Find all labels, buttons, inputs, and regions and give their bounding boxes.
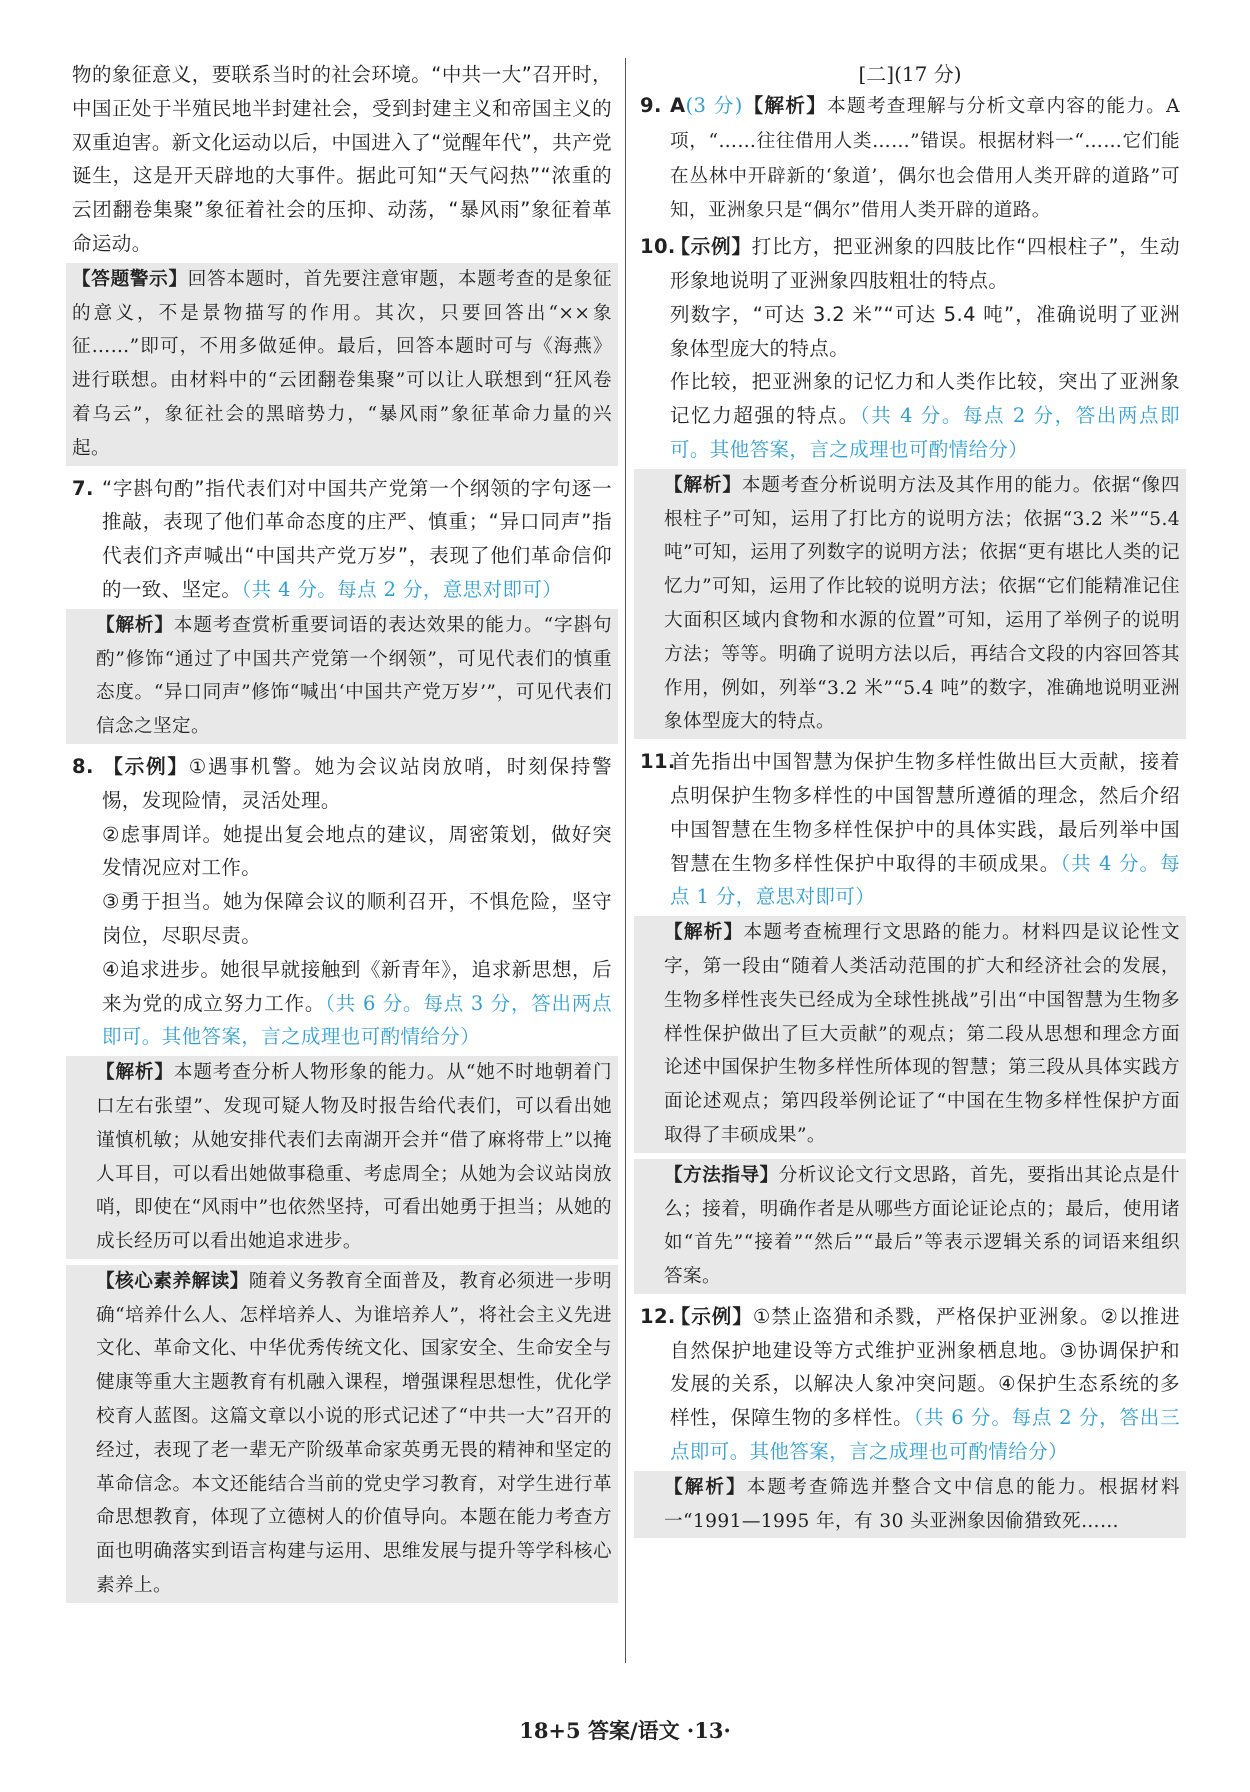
- question-10-analysis: [634, 469, 1186, 739]
- analysis-tag: 【解析】: [664, 474, 742, 496]
- left-column: [72, 58, 612, 1609]
- analysis-tag: 【解析】: [96, 614, 174, 636]
- question-7-number: 7.: [72, 476, 94, 500]
- question-11-answer: 首先指出中国智慧为保护生物多样性做出巨大贡献，接着点明保护生物多样性的中国智慧所遵循的理念，然后介绍中国智慧在生物多样性保护中的具体实践，最后列举中国智慧在生物多样性保护中取得的丰硕成果。: [670, 750, 1180, 875]
- question-12-answer: ①禁止盗猎和杀戮，严格保护亚洲象。②以推进自然保护地建设等方式维护亚洲象栖息地。③协调保护和发展的关系，以解决人象冲突问题。④保护生态系统的多样性，保障生物的多样性。: [670, 1304, 1180, 1430]
- core-literacy-text: 随着义务教育全面普及，教育必须进一步明确“培养什么人、怎样培养人、为谁培养人”，将社会主义先进文化、革命文化、中华优秀传统文化、国家安全、生命安全与健康等重大主题教育有机融入课程，增强课程思想性，优化学校育人蓝图。这篇文章以小说的形式记述了“中共一大”召开的经过，表现了老一辈无产阶级革命家英勇无畏的精神和坚定的革命信念。本文还能结合当前的党史学习教育，对学生进行革命思想教育，体现了立德树人的价值导向。本题在能力考查方面也明确落实到语言构建与运用、思维发展与提升等学科核心素养上。: [96, 1270, 612, 1597]
- analysis-text: 本题考查筛选并整合文中信息的能力。根据材料一“1991—1995 年，有 30 头亚洲象因偷猎致死……: [664, 1476, 1180, 1532]
- core-literacy-box: [66, 1265, 618, 1603]
- question-9-answer: A: [670, 94, 686, 117]
- analysis-tag: 【解析】: [96, 1062, 174, 1084]
- analysis-text: 本题考查赏析重要词语的表达效果的能力。“字斟句酌”修饰“通过了中国共产党第一个纲领”，可见代表们的慎重态度。“异口同声”修饰“喊出‘中国共产党万岁’”，可见代表们信念之坚定。: [96, 614, 612, 738]
- question-8-number: 8.: [72, 754, 94, 778]
- analysis-tag: 【解析】: [664, 922, 744, 944]
- answer-warning-text: 回答本题时，首先要注意审题，本题考查的是象征的意义，不是景物描写的作用。其次，只要回答出“××象征……”即可，不用多做延伸。最后，回答本题时可与《海燕》进行联想。由材料中的“云团翻卷集聚”可以让人联想到“狂风卷着乌云”，象征社会的黑暗势力，“暴风雨”象征革命力量的兴起。: [72, 268, 612, 459]
- question-9-score: (3 分): [685, 94, 743, 117]
- analysis-text: 本题考查梳理行文思路的能力。材料四是议论性文字，第一段由“随着人类活动范围的扩大和经济社会的发展，生物多样性丧失已经成为全球性挑战”引出“中国智慧为生物多样性保护做出了巨大贡献”的观点；第二段从思想和理念方面论述中国保护生物多样性所体现的智慧；第三段从具体实践方面论述观点；第四段举例论证了“中国在生物多样性保护方面取得了丰硕成果”。: [664, 922, 1180, 1146]
- question-8-point-4: ④追求进步。她很早就接触到《新青年》，追求新思想，后来为党的成立努力工作。: [102, 957, 612, 1015]
- right-column: [640, 58, 1180, 1544]
- question-11-analysis: [634, 916, 1186, 1153]
- question-8-point-3: ③勇于担当。她为保障会议的顺利召开，不惧危险，坚守岗位，尽职尽责。: [102, 890, 612, 947]
- question-10-point-3: 作比较，把亚洲象的记忆力和人类作比较，突出了亚洲象记忆力超强的特点。: [670, 370, 1180, 428]
- method-guide-tag: 【方法指导】: [664, 1164, 779, 1186]
- analysis-text: 本题考查分析人物形象的能力。从“她不时地朝着门口左右张望”、发现可疑人物及时报告给代表们，可以看出她谨慎机敏；从她安排代表们去南湖开会并“借了麻将带上”以掩人耳目，可以看出她做事稳重、考虑周全；从她为会议站岗放哨，即使在“风雨中”也依然坚持，可看出她勇于担当；从她的成长经历可以看出她追求进步。: [96, 1062, 612, 1253]
- question-11-score: （共 4 分。每点 1 分，意思对即可）: [670, 851, 1180, 909]
- analysis-tag: 【解析】: [742, 94, 828, 117]
- question-10-point-1: 打比方，把亚洲象的四肢比作“四根柱子”，生动形象地说明了亚洲象四肢粗壮的特点。: [670, 235, 1180, 292]
- question-12-score: （共 6 分。每点 2 分，答出三点即可。其他答案，言之成理也可酌情给分）: [670, 1406, 1180, 1464]
- example-tag: 【示例】: [670, 235, 752, 259]
- question-8-point-1: ①遇事机警。她为会议站岗放哨，时刻保持警惕，发现险情，灵活处理。: [102, 754, 613, 812]
- question-8-score: （共 6 分。每点 3 分，答出两点即可。其他答案，言之成理也可酌情给分）: [102, 991, 613, 1049]
- page-footer: 18+5 答案/语文 ·13·: [519, 1718, 731, 1743]
- question-10-number: 10.: [640, 235, 676, 259]
- question-7: [72, 472, 612, 607]
- question-9-analysis: 本题考查理解与分析文章内容的能力。A 项，“……往往借用人类……”错误。根据材料一“……它们能在丛林中开辟新的‘象道’，偶尔也会借用人类开辟的道路”可知，亚洲象只是“偶尔”借用人类开辟的道路。: [670, 96, 1180, 222]
- example-tag: 【示例】: [670, 1304, 753, 1328]
- answer-warning-tag: 【答题警示】: [72, 268, 188, 290]
- question-7-answer: “字斟句酌”指代表们对中国共产党第一个纲领的字句逐一推敲，表现了他们革命态度的庄严、慎重；“异口同声”指代表们齐声喊出“中国共产党万岁”，表现了他们革命信仰的一致、坚定。: [102, 476, 612, 601]
- core-literacy-tag: 【核心素养解读】: [96, 1270, 249, 1292]
- question-12-analysis: [634, 1471, 1186, 1539]
- column-divider: [625, 58, 626, 1663]
- question-9-number: 9.: [640, 94, 662, 117]
- question-10-score: （共 4 分。每点 2 分，答出两点即可。其他答案，言之成理也可酌情给分）: [670, 404, 1180, 461]
- question-12: [640, 1300, 1180, 1469]
- question-7-score: （共 4 分。每点 2 分，意思对即可）: [241, 577, 563, 601]
- question-7-analysis: [66, 609, 618, 744]
- example-tag: 【示例】: [102, 754, 189, 778]
- question-8-analysis: [66, 1056, 618, 1259]
- analysis-text: 本题考查分析说明方法及其作用的能力。依据“像四根柱子”可知，运用了打比方的说明方法；依据“3.2 米”“5.4 吨”可知，运用了列数字的说明方法；依据“更有堪比人类的记忆力”可知，运用了作比较的说明方法；依据“它们能精准记住大面积区域内食物和水源的位置”可知，运用了举例子的说明方法；等等。明确了说明方法以后，再结合文段的内容回答其作用，例如，列举“3.2 米”“5.4 吨”的数字，准确地说明亚洲象体型庞大的特点。: [664, 474, 1180, 733]
- method-guide-text: 分析议论文行文思路，首先，要指出其论点是什么；接着，明确作者是从哪些方面论证论点的；最后，使用诸如“首先”“接着”“然后”“最后”等表示逻辑关系的词语来组织答案。: [664, 1164, 1181, 1288]
- question-8-point-2: ②虑事周详。她提出复会地点的建议，周密策划，做好突发情况应对工作。: [102, 822, 612, 880]
- question-12-number: 12.: [640, 1304, 676, 1328]
- question-11: [640, 745, 1180, 914]
- q6-continued-text: 物的象征意义，要联系当时的社会环境。“中共一大”召开时，中国正处于半殖民地半封建社会，受到封建主义和帝国主义的双重迫害。新文化运动以后，中国进入了“觉醒年代”，共产党诞生，这是开天辟地的大事件。据此可知“天气闷热”“浓重的云团翻卷集聚”象征着社会的压抑、动荡，“暴风雨”象征着革命运动。: [72, 63, 612, 255]
- answer-warning-box: [66, 263, 618, 466]
- question-9: [640, 89, 1180, 228]
- question-10: [640, 230, 1180, 467]
- method-guide-box: [634, 1159, 1186, 1294]
- question-11-number: 11.: [640, 750, 676, 774]
- question-8: [72, 750, 612, 1054]
- analysis-tag: 【解析】: [664, 1476, 747, 1498]
- question-10-point-2: 列数字，“可达 3.2 米”“可达 5.4 吨”，准确说明了亚洲象体型庞大的特点。: [670, 302, 1180, 360]
- section-heading: [二](17 分): [858, 62, 962, 86]
